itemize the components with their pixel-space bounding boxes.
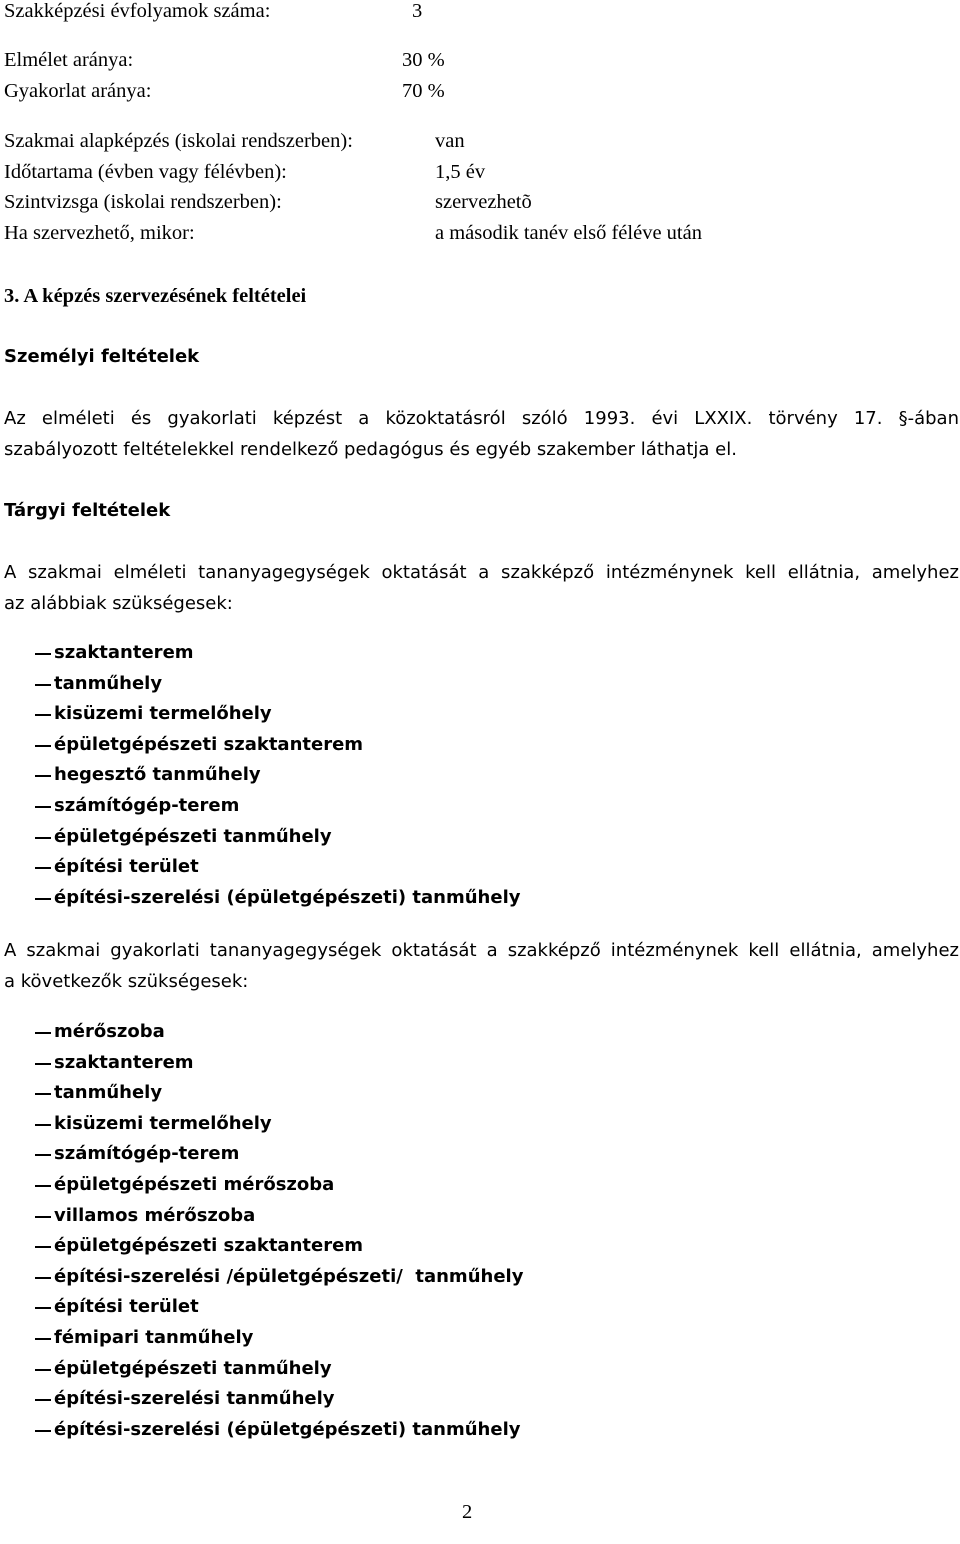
list-item: fémipari tanműhely xyxy=(4,1323,523,1354)
list-item: mérőszoba xyxy=(4,1017,523,1048)
list-item: számítógép-terem xyxy=(4,1139,523,1170)
dash-bullet xyxy=(35,1338,51,1340)
list-item: építési-szerelési (épületgépészeti) tanműhely xyxy=(4,883,520,914)
theory-facilities-list xyxy=(4,638,520,913)
list-item: hegesztő tanműhely xyxy=(4,760,520,791)
dash-bullet xyxy=(35,1216,51,1218)
list-item: épületgépészeti mérőszoba xyxy=(4,1170,523,1201)
dash-bullet xyxy=(35,1430,51,1432)
personal-text-line1: Az elméleti és gyakorlati képzést a közoktatásról szóló 1993. évi LXXIX. törvény 17. §-ában xyxy=(4,408,959,429)
list-item: épületgépészeti tanműhely xyxy=(4,1354,523,1385)
material-heading: Tárgyi feltételek xyxy=(4,500,171,521)
dash-bullet xyxy=(35,714,51,716)
dash-bullet xyxy=(35,653,51,655)
personal-text-line2: szabályozott feltételekkel rendelkező pedagógus és egyéb szakember láthatja el. xyxy=(4,439,737,460)
practice-ratio-value: 70 % xyxy=(402,80,445,102)
theory-ratio-value: 30 % xyxy=(402,49,445,71)
practice-ratio-label: Gyakorlat aránya: xyxy=(4,80,152,102)
dash-bullet xyxy=(35,745,51,747)
list-item: villamos mérőszoba xyxy=(4,1201,523,1232)
list-item: szaktanterem xyxy=(4,638,520,669)
years-label: Szakképzési évfolyamok száma: xyxy=(4,0,271,22)
dash-bullet xyxy=(35,1399,51,1401)
dash-bullet xyxy=(35,837,51,839)
theory-ratio-label: Elmélet aránya: xyxy=(4,49,134,71)
list-item: építési terület xyxy=(4,852,520,883)
dash-bullet xyxy=(35,1154,51,1156)
list-item: építési-szerelési (épületgépészeti) tanműhely xyxy=(4,1415,523,1446)
dash-bullet xyxy=(35,775,51,777)
list-item: tanműhely xyxy=(4,1078,523,1109)
dash-bullet xyxy=(35,1093,51,1095)
list-item: kisüzemi termelőhely xyxy=(4,1109,523,1140)
section-title: 3. A képzés szervezésének feltételei xyxy=(4,285,307,307)
dash-bullet xyxy=(35,806,51,808)
exam-when-value: a második tanév első féléve után xyxy=(435,222,702,244)
dash-bullet xyxy=(35,1185,51,1187)
theory-intro-line1: A szakmai elméleti tananyagegységek oktatását a szakképző intézménynek kell ellátnia, amelyhez xyxy=(4,562,959,583)
practice-intro-line2: a következők szükségesek: xyxy=(4,971,249,992)
duration-value: 1,5 év xyxy=(435,161,486,183)
list-item: kisüzemi termelőhely xyxy=(4,699,520,730)
dash-bullet xyxy=(35,1124,51,1126)
practice-intro-line1: A szakmai gyakorlati tananyagegységek oktatását a szakképző intézménynek kell ellátnia, amelyhez xyxy=(4,940,959,961)
list-item: építési terület xyxy=(4,1292,523,1323)
list-item: épületgépészeti szaktanterem xyxy=(4,730,520,761)
dash-bullet xyxy=(35,1307,51,1309)
personal-heading: Személyi feltételek xyxy=(4,346,200,367)
dash-bullet xyxy=(35,1369,51,1371)
basic-training-value: van xyxy=(435,130,465,152)
practice-facilities-list xyxy=(4,1017,523,1445)
list-item: tanműhely xyxy=(4,669,520,700)
page-number: 2 xyxy=(462,1501,473,1523)
basic-training-label: Szakmai alapképzés (iskolai rendszerben): xyxy=(4,130,353,152)
list-item: szaktanterem xyxy=(4,1048,523,1079)
list-item: épületgépészeti tanműhely xyxy=(4,822,520,853)
level-exam-value: szervezhetõ xyxy=(435,191,532,213)
exam-when-label: Ha szervezhető, mikor: xyxy=(4,222,195,244)
list-item: építési-szerelési tanműhely xyxy=(4,1384,523,1415)
dash-bullet xyxy=(35,1032,51,1034)
theory-intro-line2: az alábbiak szükségesek: xyxy=(4,593,233,614)
list-item: építési-szerelési /épületgépészeti/ tanműhely xyxy=(4,1262,523,1293)
dash-bullet xyxy=(35,867,51,869)
dash-bullet xyxy=(35,898,51,900)
level-exam-label: Szintvizsga (iskolai rendszerben): xyxy=(4,191,282,213)
dash-bullet xyxy=(35,1277,51,1279)
dash-bullet xyxy=(35,1246,51,1248)
years-value: 3 xyxy=(412,0,423,22)
list-item: épületgépészeti szaktanterem xyxy=(4,1231,523,1262)
list-item: számítógép-terem xyxy=(4,791,520,822)
duration-label: Időtartama (évben vagy félévben): xyxy=(4,161,287,183)
dash-bullet xyxy=(35,684,51,686)
dash-bullet xyxy=(35,1063,51,1065)
